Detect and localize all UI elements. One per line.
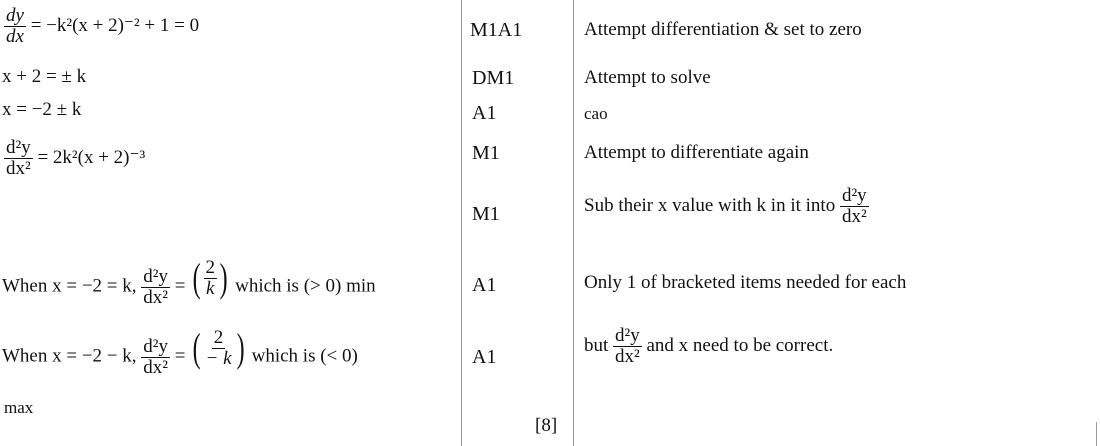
note-3: cao — [584, 104, 608, 123]
second-derivative-fraction — [4, 138, 33, 179]
note-4: Attempt to differentiate again — [584, 142, 809, 163]
fraction-numerator: d²y — [143, 335, 168, 357]
equation-rhs: = 2k²(x + 2)⁻³ — [37, 146, 146, 168]
second-derivative-fraction — [141, 267, 170, 308]
fraction-denominator: dx² — [615, 345, 640, 367]
second-derivative-fraction — [141, 337, 170, 378]
note-5 — [584, 186, 869, 227]
equals-sign: = — [174, 275, 186, 297]
note-suffix: and x need to be correct. — [646, 334, 834, 356]
mark-4: M1 — [472, 142, 500, 164]
second-derivative-fraction — [840, 186, 869, 227]
note-2: Attempt to solve — [584, 67, 711, 88]
note-1: Attempt differentiation & set to zero — [584, 19, 862, 40]
note-7 — [584, 326, 833, 367]
fraction-numerator: d²y — [143, 265, 168, 287]
close-bracket: ) — [236, 325, 245, 371]
working-line-6 — [2, 325, 358, 378]
fraction-denominator: − k — [205, 347, 232, 369]
working-line-2: x + 2 = ± k — [2, 66, 87, 87]
fraction-numerator: d²y — [6, 137, 31, 158]
fraction-numerator: d²y — [615, 325, 640, 346]
fraction-denominator: dx² — [6, 157, 31, 179]
mark-1: M1A1 — [470, 19, 523, 41]
fraction-numerator: 2 — [205, 257, 216, 278]
column-divider-left — [461, 0, 462, 446]
bracketed-value — [190, 255, 230, 301]
total-marks: [8] — [535, 415, 558, 436]
fraction-numerator: d²y — [841, 185, 867, 206]
note-text: Sub their x value with k in it into — [584, 194, 836, 216]
working-line-5 — [2, 255, 376, 308]
fraction-denominator: dx² — [841, 205, 867, 227]
fraction-numerator: dy — [6, 5, 24, 26]
mark-6: A1 — [472, 274, 497, 296]
note-6: Only 1 of bracketed items needed for each — [584, 272, 907, 293]
fraction-denominator: k — [206, 277, 215, 299]
when-clause: When x = −2 = k, — [2, 275, 137, 297]
mark-7: A1 — [472, 346, 497, 368]
fraction-denominator: dx² — [143, 356, 168, 378]
mark-2: DM1 — [472, 67, 515, 89]
fraction-numerator: 2 — [213, 327, 224, 348]
fraction-denominator: dx — [6, 25, 24, 47]
equation-rhs: = −k²(x + 2)⁻² + 1 = 0 — [30, 14, 200, 36]
conclusion-text: which is (< 0) — [251, 345, 358, 367]
open-bracket: ( — [192, 255, 201, 301]
second-derivative-fraction — [613, 326, 642, 367]
working-line-4 — [4, 138, 145, 179]
value-fraction — [204, 328, 234, 369]
mark-5: M1 — [472, 203, 500, 225]
equals-sign: = — [174, 345, 186, 367]
open-bracket: ( — [192, 325, 201, 371]
value-fraction — [204, 258, 218, 299]
bracketed-value — [190, 325, 247, 371]
close-bracket: ) — [219, 255, 228, 301]
when-clause: When x = −2 − k, — [2, 345, 137, 367]
note-prefix: but — [584, 334, 609, 356]
fraction-denominator: dx² — [143, 286, 168, 308]
working-line-1 — [4, 6, 199, 47]
dy-dx-fraction — [4, 6, 26, 47]
column-divider-right — [573, 0, 574, 446]
working-line-3: x = −2 ± k — [2, 99, 82, 120]
mark-3: A1 — [472, 102, 497, 124]
working-line-7: max — [4, 398, 34, 417]
conclusion-text: which is (> 0) min — [235, 275, 376, 297]
edge-tick — [1096, 422, 1097, 446]
